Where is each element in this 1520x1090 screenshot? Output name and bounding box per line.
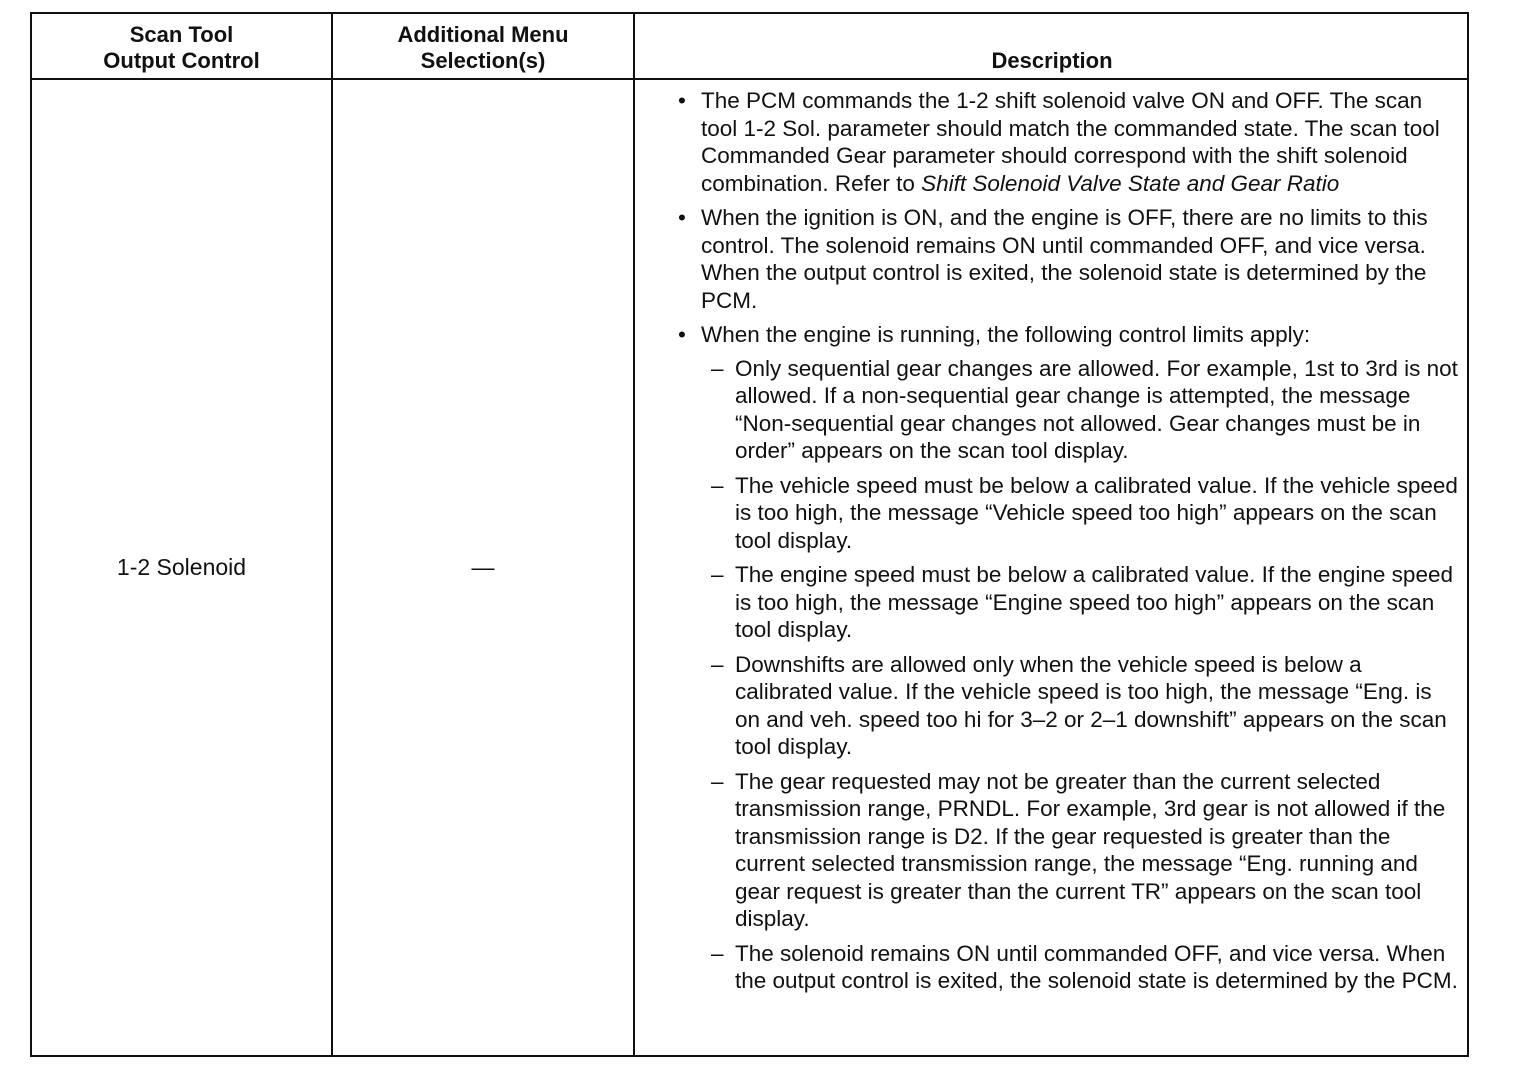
header-line: Selection(s) (420, 48, 546, 73)
header-scan-tool-output-control (32, 14, 331, 78)
list-item (711, 651, 1459, 761)
cell-menu-selection (333, 80, 633, 1055)
bullet-text: When the ignition is ON, and the engine is OFF, there are no limits to this control. The solenoid remains ON until commanded OFF, and vice versa. When the output control is exited, the solenoid state is determined by the PCM. (701, 205, 1428, 313)
list-item (711, 768, 1459, 933)
table-header-row (32, 14, 1467, 80)
reference-link-text: Shift Solenoid Valve State and Gear Ratio (921, 170, 1340, 196)
header-line: Description (991, 48, 1113, 73)
bullet-icon: • (678, 88, 686, 113)
control-limits-list (701, 355, 1459, 995)
dash-icon: – (711, 768, 724, 794)
bullet-text: The PCM commands the 1-2 shift solenoid valve ON and OFF. The scan tool 1-2 Sol. parameter should match the commanded state. The scan tool Commanded Gear parameter should correspond with the shift solenoid combination. Refer to (701, 88, 1440, 196)
bullet-text: When the engine is running, the following control limits apply: (701, 322, 1311, 347)
dash-icon: – (711, 940, 724, 966)
list-item (711, 355, 1459, 465)
header-additional-menu-selections (333, 14, 633, 78)
header-line: Output Control (103, 48, 260, 73)
output-control-table (30, 12, 1469, 1057)
cell-output-control (32, 80, 331, 1055)
list-item-text: The solenoid remains ON until commanded OFF, and vice versa. When the output control is exited, the solenoid state is determined by the PCM. (735, 940, 1458, 993)
list-item-text: Downshifts are allowed only when the vehicle speed is below a calibrated value. If the vehicle speed is too high, the message “Eng. is on and veh. speed too hi for 3–2 or 2–1 downshift” appears on the scan tool display. (735, 651, 1447, 759)
list-item-text: The gear requested may not be greater than the current selected transmission range, PRNDL. For example, 3rd gear is not allowed if the transmission range is D2. If the gear requested is greater than the current selected transmission range, the message “Eng. running and gear request is greater than the current TR” appears on the scan tool display. (735, 768, 1446, 931)
dash-icon: – (711, 355, 724, 381)
list-item-text: The vehicle speed must be below a calibrated value. If the vehicle speed is too high, the message “Vehicle speed too high” appears on the scan tool display. (735, 472, 1458, 553)
bullet-icon: • (678, 322, 686, 347)
dash-icon: – (711, 562, 724, 587)
cell-description (635, 80, 1469, 1055)
header-line: Scan Tool (129, 22, 234, 47)
header-line: Additional Menu (397, 22, 569, 47)
description-bullet (675, 87, 1459, 197)
bullet-icon: • (678, 205, 686, 230)
list-item (711, 561, 1459, 644)
dash-icon: – (711, 651, 724, 677)
list-item-text: The engine speed must be below a calibrated value. If the engine speed is too high, the message “Engine speed too high” appears on the scan tool display. (735, 562, 1453, 642)
list-item-text: Only sequential gear changes are allowed. For example, 1st to 3rd is not allowed. If a non-sequential gear change is attempted, the message “Non-sequential gear changes not allowed. Gear changes must be in order” appears on the scan tool display. (735, 355, 1458, 463)
description-bullet (675, 321, 1459, 995)
dash-icon: – (711, 472, 724, 498)
list-item (711, 472, 1459, 555)
header-description (635, 14, 1469, 78)
menu-selection-value: — (471, 554, 495, 580)
output-control-value: 1-2 Solenoid (116, 554, 247, 580)
list-item (711, 940, 1459, 995)
description-bullet (675, 204, 1459, 314)
